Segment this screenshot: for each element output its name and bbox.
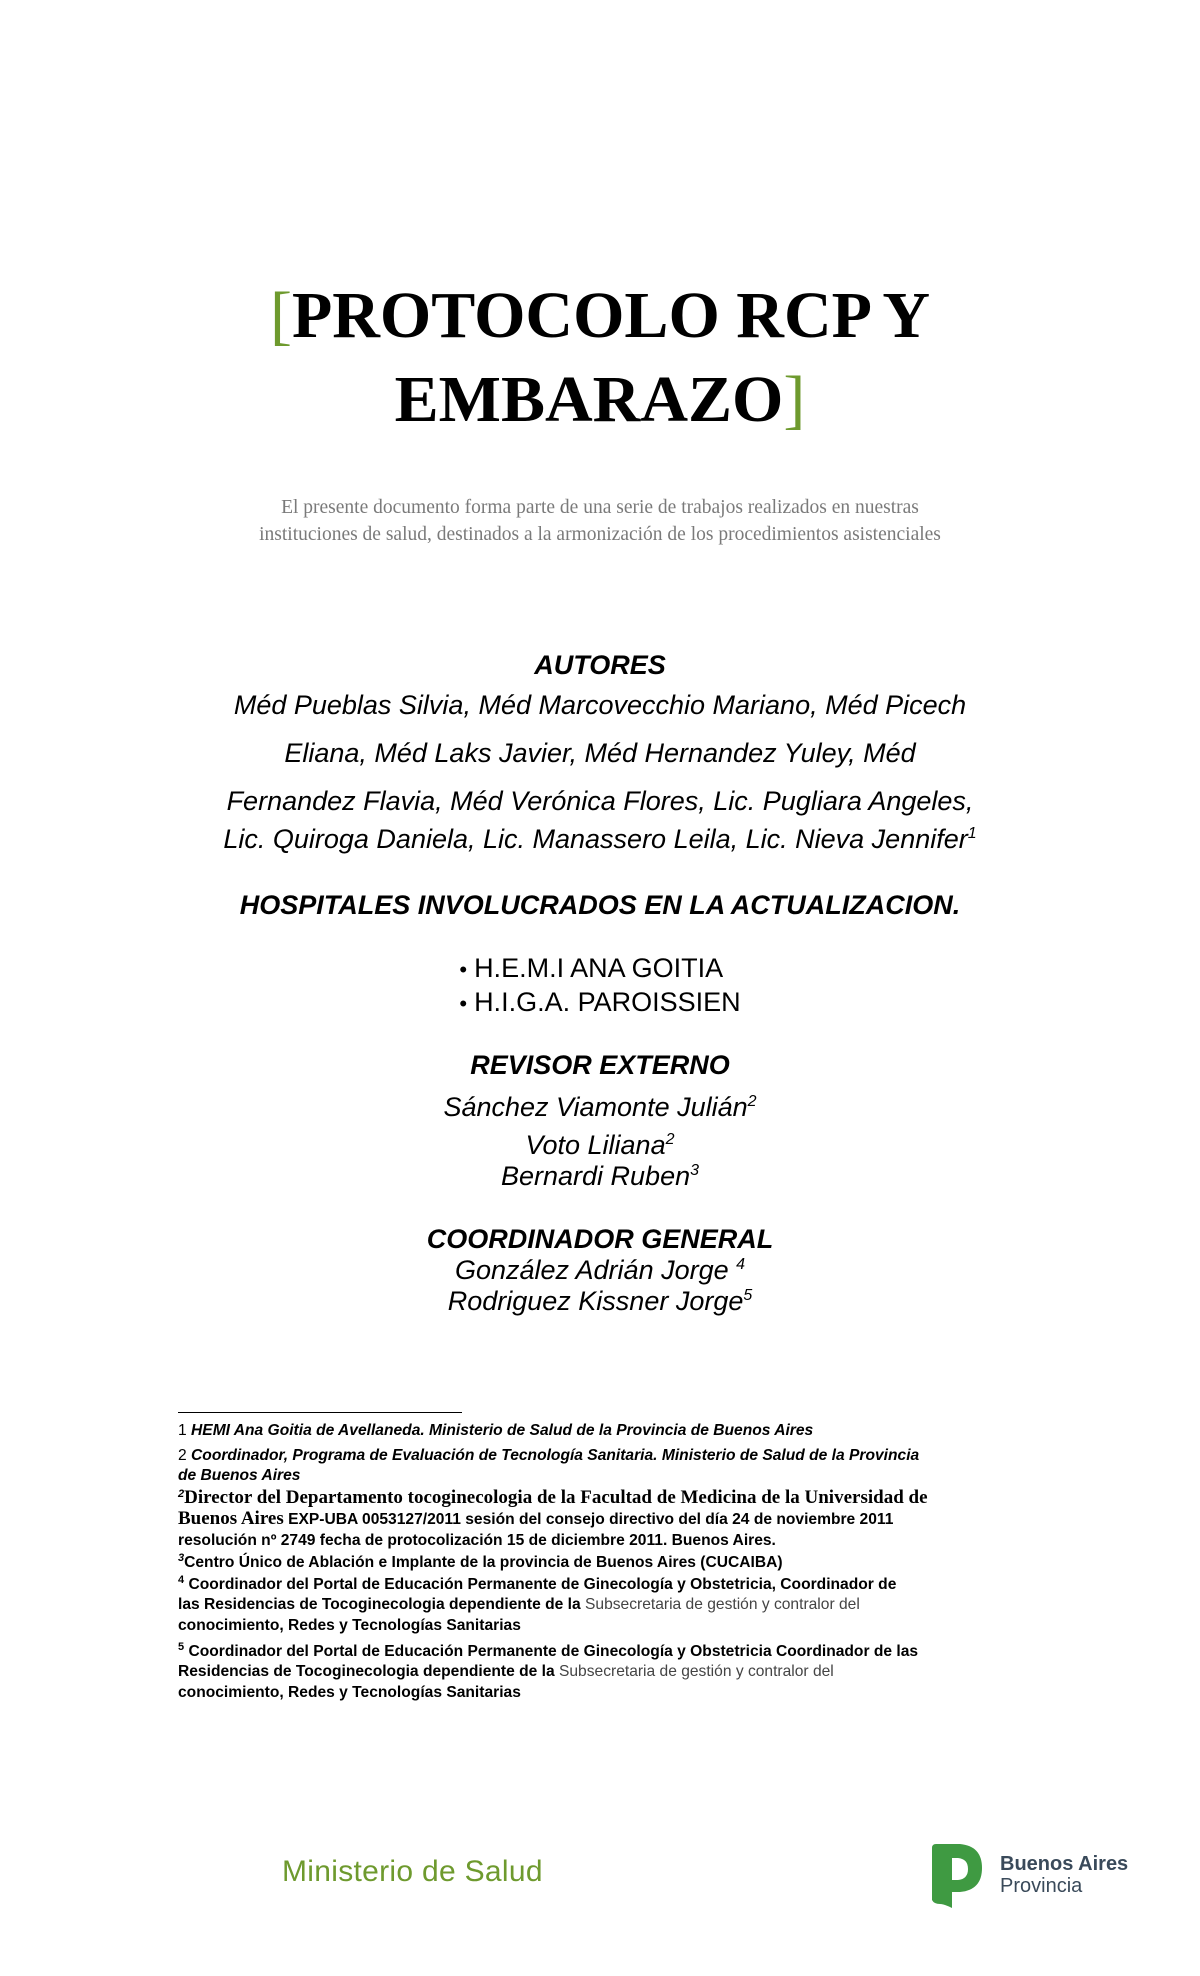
document-title: [0, 274, 1200, 442]
hospitales-heading: HOSPITALES INVOLUCRADOS EN LA ACTUALIZACION.: [239, 890, 961, 920]
subtitle-line-1: El presente documento forma parte de una serie de trabajos realizados en nuestras: [281, 497, 919, 518]
hospitales-list: [459, 952, 740, 1020]
ba-logo-line-2: Provincia: [1000, 1875, 1083, 1897]
title-line-2-text: EMBARAZO: [394, 363, 784, 436]
footnote-ref: 3: [690, 1162, 700, 1179]
footnote-4: [178, 1575, 1038, 1636]
footnote-3: [178, 1553, 1038, 1573]
footnote-text: Director del Departamento tocoginecologia de la Facultad de Medicina de la Universidad de: [184, 1487, 928, 1508]
footnote-text: las Residencias de Tocoginecologia dependiente de la: [178, 1596, 585, 1614]
coordinador-heading: COORDINADOR GENERAL: [426, 1224, 774, 1254]
footnote-ref: 2: [747, 1093, 757, 1110]
coordinador-name-text: González Adrián Jorge: [454, 1255, 737, 1285]
autores-line-3: Fernandez Flavia, Méd Verónica Flores, Lic. Pugliara Angeles,: [226, 786, 974, 816]
coordinador-name-1: [0, 1255, 1200, 1286]
footnote-text-cont: conocimiento, Redes y Tecnologías Sanitarias: [178, 1683, 521, 1701]
footnote-separator: [178, 1412, 462, 1413]
footnote-text-normal: Subsecretaria de gestión y contralor del: [585, 1596, 860, 1614]
footnote-text: HEMI Ana Goitia de Avellaneda. Ministerio de Salud de la Provincia de Buenos Aires: [191, 1422, 814, 1439]
footnote-text-serif: Buenos Aires: [178, 1508, 284, 1530]
footnote-number: 5: [178, 1640, 185, 1653]
hospitales-list-wrap: [0, 952, 1200, 1020]
revisor-name-text: Voto Liliana: [525, 1130, 666, 1160]
autores-line-1: Méd Pueblas Silvia, Méd Marcovecchio Mariano, Méd Picech: [233, 690, 967, 720]
hospital-name: H.I.G.A. PAROISSIEN: [474, 987, 741, 1017]
revisor-name-text: Sánchez Viamonte Julián: [443, 1092, 748, 1122]
footnote-5: [178, 1642, 1038, 1703]
footnote-text: Residencias de Tocoginecologia dependiente de la: [178, 1663, 559, 1681]
footnote-ref-1: 1: [967, 825, 977, 842]
subtitle-line-2: instituciones de salud, destinados a la armonización de los procedimientos asistenciales: [259, 524, 941, 545]
ministerio-de-salud-logo: Ministerio de Salud: [282, 1855, 543, 1888]
footnote-text: Coordinador, Programa de Evaluación de Tecnología Sanitaria. Ministerio de Salud de la Provincia: [191, 1447, 920, 1464]
footnote-text: Centro Único de Ablación e Implante de la provincia de Buenos Aires (CUCAIBA): [184, 1554, 783, 1571]
autores-line-4: [0, 824, 1200, 855]
coordinador-name-2: [0, 1286, 1200, 1317]
footnote-text-cont: resolución nº 2749 fecha de protocolización 15 de diciembre 2011. Buenos Aires.: [178, 1531, 776, 1549]
list-item: [459, 986, 740, 1020]
footnote-ref: 5: [743, 1287, 753, 1304]
footnote-1: [178, 1421, 1038, 1441]
footnote-number: 3: [178, 1551, 185, 1564]
autores-line-2: Eliana, Méd Laks Javier, Méd Hernandez Yuley, Méd: [284, 738, 916, 768]
footnote-text: Coordinador del Portal de Educación Permanente de Ginecología y Obstetricia Coordinador de las: [184, 1643, 919, 1660]
title-line-1-text: PROTOCOLO RCP Y: [291, 279, 931, 352]
footnote-text: EXP-UBA 0053127/2011 sesión del consejo directivo del día 24 de noviembre 2011: [283, 1511, 894, 1529]
footnote-ref: 2: [665, 1131, 675, 1148]
footnote-text: Coordinador del Portal de Educación Permanente de Ginecología y Obstetricia, Coordinador de: [184, 1576, 897, 1593]
revisor-heading: REVISOR EXTERNO: [470, 1050, 730, 1080]
hospital-name: H.E.M.I ANA GOITIA: [474, 953, 724, 983]
revisor-name-3: [0, 1161, 1200, 1192]
title-line-1: [0, 274, 1200, 358]
buenos-aires-provincia-logo: [1000, 1853, 1128, 1897]
footnote-text-cont: conocimiento, Redes y Tecnologías Sanitarias: [178, 1616, 521, 1634]
revisor-name-text: Bernardi Ruben: [500, 1161, 691, 1191]
title-close-bracket: ]: [783, 363, 806, 436]
buenos-aires-provincia-icon: [926, 1842, 994, 1912]
revisor-name-1: [0, 1092, 1200, 1123]
footnote-2a: [178, 1446, 1038, 1487]
footnote-number: 2: [178, 1447, 187, 1464]
footnote-number: 4: [178, 1573, 185, 1586]
list-item: [459, 952, 740, 986]
footnote-text-normal: Subsecretaria de gestión y contralor del: [558, 1663, 834, 1681]
document-subtitle: [0, 494, 1200, 548]
footnote-text-cont: de Buenos Aires: [178, 1467, 301, 1485]
revisor-name-2: [0, 1130, 1200, 1161]
autores-line-4-text: Lic. Quiroga Daniela, Lic. Manassero Leila, Lic. Nieva Jennifer: [223, 824, 968, 854]
autores-heading: AUTORES: [534, 650, 666, 680]
ba-logo-line-1: Buenos Aires: [1000, 1853, 1129, 1875]
bullet-icon: •: [459, 991, 468, 1016]
coordinador-name-text: Rodriguez Kissner Jorge: [447, 1286, 744, 1316]
footnote-ref: 4: [736, 1256, 746, 1273]
footnote-number: 2: [178, 1487, 185, 1500]
title-line-2: [0, 358, 1200, 442]
bullet-icon: •: [459, 957, 468, 982]
title-open-bracket: [: [269, 279, 292, 352]
footnote-2b: [178, 1488, 1038, 1551]
footnote-number: 1: [178, 1422, 187, 1439]
